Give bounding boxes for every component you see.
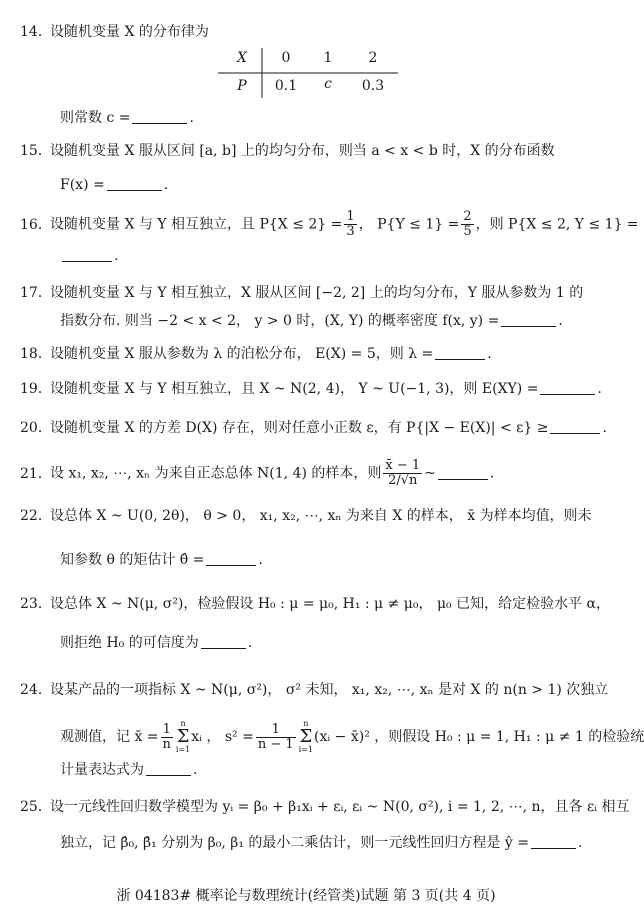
numerator: 1 [161,723,173,738]
page-footer: 浙 04183# 概率论与数理统计(经管类)试题 第 3 页(共 4 页) [116,888,496,904]
sum-upper-limit: n [303,719,309,728]
question-stem-part: (xᵢ − x̄)² ，则假设 H₀ : μ = 1, H₁ : μ ≠ 1 的检验统 [314,729,644,745]
answer-blank[interactable] [146,761,191,776]
answer-blank[interactable] [550,419,600,434]
question-stem-part: 则拒绝 H₀ 的可信度为 [60,635,199,651]
question-stem: 设总体 X ~ N(μ, σ²)，检验假设 H₀ : μ = μ₀, H₁ : μ ≠ μ₀， μ₀ 已知，给定检验水平 α， [50,596,611,612]
question-number: 15． [20,143,52,159]
question-15 [20,141,595,161]
question-stem: 设一元线性回归数学模型为 yᵢ = β₀ + β₁xᵢ + εᵢ, εᵢ ~ N(0, σ²), i = 1, 2, ⋯, n，且各 εᵢ 相互 [50,799,630,815]
question-stem-part: 观测值，记 x̄ = [60,729,159,745]
table-prob: c [324,76,332,92]
sum-sigma: Σ [299,726,313,747]
question-number: 18． [20,346,52,362]
answer-blank[interactable] [438,465,488,480]
question-24-line3: 计量表达式为 . [60,762,198,778]
numerator: 1 [256,723,296,738]
denominator: 2/√n [388,473,418,488]
question-stem: 设随机变量 X 服从参数为 λ 的泊松分布， E(X) = 5，则 λ = [50,346,434,362]
question-stem: 设某产品的一项指标 X ~ N(μ, σ²)， σ² 未知， x₁, x₂, ⋯, xₙ 是对 X 的 n(n > 1) 次独立 [50,682,609,698]
question-stem: 设总体 X ~ U(0, 2θ)， θ > 0， x₁, x₂, ⋯, xₙ 为来自 X 的样本， x̄ 为样本均值，则未 [50,508,592,524]
question-25-line2: 独立，记 β̂₀, β̂₁ 分别为 β₀, β₁ 的最小二乘估计，则一元线性回归方程是 ŷ = . [60,835,583,851]
numerator: 2 [463,209,472,224]
question-stem-part: ， P{Y ≤ 1} = [358,216,460,233]
question-number: 21． [20,465,52,482]
question-stem: 设随机变量 X 与 Y 相互独立，X 服从区间 [−2, 2] 上的均匀分布，Y 服从参数为 1 的 [50,285,584,301]
answer-prefix: F(x) = [60,177,105,193]
question-stem-part: xᵢ ， s² = [191,729,254,745]
question-24-line2 [60,720,644,754]
question-15-line2: F(x) = . [60,177,169,193]
answer-blank[interactable] [531,834,576,849]
question-17 [20,283,595,303]
question-23-line2: 则拒绝 H₀ 的可信度为 . [60,635,253,651]
answer-blank[interactable] [435,345,485,360]
question-stem-part: 计量表达式为 [60,762,144,778]
summation-symbol [176,720,190,754]
denominator: 3 [346,224,355,239]
question-number: 14． [20,24,52,40]
question-stem-part: 知参数 θ 的矩估计 θ̂ = [60,552,205,568]
question-stem-part: ~ [424,465,436,482]
question-16 [20,209,639,239]
question-20: 20．设随机变量 X 的方差 D(X) 存在，则对任意小正数 ε，有 P{|X − E(X)| < ε} ≥ . [20,420,607,436]
question-stem: 设随机变量 X 的方差 D(X) 存在，则对任意小正数 ε，有 P{|X − E(X)| < ε} ≥ [50,420,549,436]
table-value: 2 [368,50,378,66]
denominator: 5 [463,224,472,239]
question-stem: 设随机变量 X 与 Y 相互独立，且 P{X ≤ 2} = [50,216,343,233]
table-value: 1 [323,50,333,66]
denominator: n [162,736,171,752]
question-14-answer-line: 则常数 c = . [60,110,194,126]
fraction-one-over-n-minus-1 [256,723,296,752]
question-stem-part: ，则 P{X ≤ 2, Y ≤ 1} = [475,216,639,233]
question-stem: 设 x₁, x₂, ⋯, xₙ 为来自正态总体 N(1, 4) 的样本，则 [50,465,382,482]
answer-blank[interactable] [206,551,256,566]
answer-blank[interactable] [107,176,162,191]
question-stem: 设随机变量 X 服从区间 [a, b] 上的均匀分布，则当 a < x < b 时，X 的分布函数 [50,143,555,159]
question-number: 17． [20,285,52,301]
table-var-label: X [237,50,247,66]
question-stem-part: 独立，记 β̂₀, β̂₁ 分别为 β₀, β₁ 的最小二乘估计，则一元线性回归方程是 ŷ = [60,835,529,851]
question-number: 23． [20,596,52,612]
fraction-two-fifths [461,210,473,239]
numerator: 1 [346,209,355,224]
question-17-line2: 指数分布. 则当 −2 < x < 2， y > 0 时，(X, Y) 的概率密度 f(x, y) = . [60,313,563,329]
sum-lower-limit: i=1 [298,745,314,754]
fraction-one-third [344,210,356,239]
summation-symbol [299,720,313,754]
standardized-mean-fraction [383,459,422,488]
table-prob-label: P [237,78,247,94]
question-number: 16． [20,216,52,233]
question-21: 21．设 x₁, x₂, ⋯, xₙ 为来自正态总体 N(1, 4) 的样本，则 $\frac{x̄ - 1}{2/√n}$ ~ . [20,458,495,488]
question-22 [20,506,595,526]
table-prob: 0.3 [361,78,385,94]
answer-blank[interactable] [132,109,187,124]
answer-prefix: 则常数 c = [60,110,131,126]
numerator: x̄ − 1 [385,458,421,473]
distribution-table [218,46,398,100]
question-19: 19．设随机变量 X 与 Y 相互独立，且 X ~ N(2, 4)， Y ~ U(−1, 3)，则 E(XY) = . [20,381,602,397]
answer-blank[interactable] [62,247,112,262]
table-prob: 0.1 [274,78,298,94]
sum-upper-limit: n [180,719,186,728]
question-number: 20． [20,420,52,436]
question-stem: 设随机变量 X 与 Y 相互独立，且 X ~ N(2, 4)， Y ~ U(−1, 3)，则 E(XY) = [50,381,539,397]
question-25 [20,797,630,817]
table-value: 0 [281,50,291,66]
answer-blank[interactable] [540,380,595,395]
question-14 [20,22,595,42]
answer-blank[interactable] [501,312,556,327]
question-number: 22． [20,508,52,524]
fraction-one-over-n [161,723,173,752]
question-number: 24． [20,682,52,698]
question-number: 25． [20,799,52,815]
question-stem: 设随机变量 X 的分布律为 [50,24,209,40]
sum-sigma: Σ [176,726,190,747]
sum-lower-limit: i=1 [175,745,191,754]
question-22-line2: 知参数 θ 的矩估计 θ̂ = . [60,552,263,568]
question-stem-part: 指数分布. 则当 −2 < x < 2， y > 0 时，(X, Y) 的概率密度 f(x, y) = [60,313,500,329]
question-23 [20,594,611,614]
question-18: 18．设随机变量 X 服从参数为 λ 的泊松分布， E(X) = 5，则 λ = . [20,346,492,362]
answer-blank[interactable] [201,634,246,649]
question-16-line2: . [60,246,118,266]
denominator: n − 1 [257,736,294,752]
question-number: 19． [20,381,52,397]
question-24 [20,680,609,700]
